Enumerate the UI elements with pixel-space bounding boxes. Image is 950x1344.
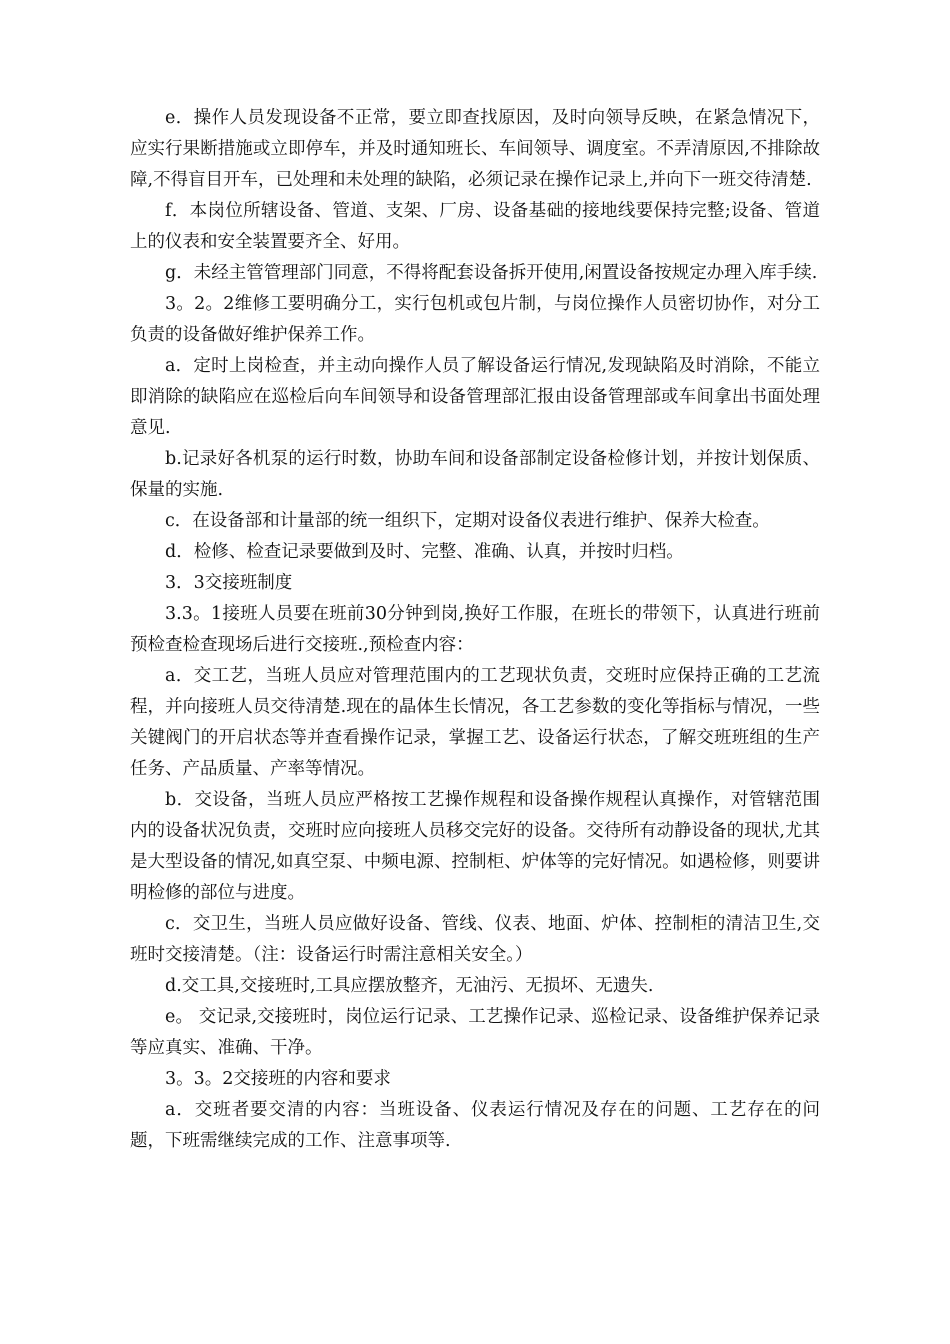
paragraph-a-handover-content: a．交班者要交清的内容：当班设备、仪表运行情况及存在的问题、工艺存在的问题，下班需继续完成的工作、注意事项等.	[130, 1100, 820, 1151]
paragraph-b-handover-equipment: b．交设备，当班人员应严格按工艺操作规程和设备操作规程认真操作，对管辖范围内的设备状况负责，交班时应向接班人员移交完好的设备。交待所有动静设备的现状,尤其是大型设备的情况,如真空泵、中频电源、控制柜、炉体等的完好情况。如遇检修，则要讲明检修的部位与进度。	[130, 790, 820, 903]
paragraph-g-idle-equipment: g．未经主管管理部门同意，不得将配套设备拆开使用,闲置设备按规定办理入库手续.	[165, 263, 818, 283]
paragraph-c-maintenance-check: c．在设备部和计量部的统一组织下，定期对设备仪表进行维护、保养大检查。	[165, 511, 770, 531]
paragraph-a-handover-process: a．交工艺，当班人员应对管理范围内的工艺现状负责，交班时应保持正确的工艺流程，并向接班人员交待清楚.现在的晶体生长情况，各工艺参数的变化等指标与情况，一些关键阀门的开启状态等并查看操作记录，掌握工艺、设备运行状态，了解交班班组的生产任务、产品质量、产率等情况。	[130, 666, 820, 779]
paragraph-e-operator-abnormal: e．操作人员发现设备不正常，要立即查找原因，及时向领导反映，在紧急情况下，应实行果断措施或立即停车，并及时通知班长、车间领导、调度室。不弄清原因,不排除故障,不得盲目开车，已处理和未处理的缺陷，必须记录在操作记录上,并向下一班交待清楚.	[130, 108, 820, 190]
paragraph-f-grounding: f．本岗位所辖设备、管道、支架、厂房、设备基础的接地线要保持完整;设备、管道上的仪表和安全装置要齐全、好用。	[130, 201, 820, 252]
paragraph-3-2-2-maintenance: 3。2。2维修工要明确分工，实行包机或包片制，与岗位操作人员密切协作，对分工负责的设备做好维护保养工作。	[130, 294, 820, 345]
section-heading-3-3-2: 3。3。2交接班的内容和要求	[165, 1069, 391, 1089]
paragraph-b-runtime-records: b.记录好各机泵的运行时数，协助车间和设备部制定设备检修计划，并按计划保质、保量的实施.	[130, 449, 820, 500]
paragraph-d-handover-tools: d.交工具,交接班时,工具应摆放整齐，无油污、无损坏、无遗失.	[165, 976, 654, 996]
section-heading-3-3: 3．3交接班制度	[165, 573, 293, 593]
paragraph-c-handover-hygiene: c．交卫生，当班人员应做好设备、管线、仪表、地面、炉体、控制柜的清洁卫生,交班时交接清楚。（注：设备运行时需注意相关安全。）	[130, 914, 820, 965]
paragraph-a-inspection: a．定时上岗检查，并主动向操作人员了解设备运行情况,发现缺陷及时消除，不能立即消除的缺陷应在巡检后向车间领导和设备管理部汇报由设备管理部或车间拿出书面处理意见.	[130, 356, 820, 438]
document-body	[130, 103, 820, 1157]
paragraph-e-handover-records: e。 交记录,交接班时，岗位运行记录、工艺操作记录、巡检记录、设备维护保养记录等应真实、准确、干净。	[130, 1007, 820, 1058]
paragraph-3-3-1-shift-arrival: 3.3。1接班人员要在班前30分钟到岗,换好工作服，在班长的带领下，认真进行班前预检查检查现场后进行交接班.,预检查内容：	[130, 604, 820, 655]
paragraph-d-archive: d．检修、检查记录要做到及时、完整、准确、认真，并按时归档。	[165, 542, 684, 562]
